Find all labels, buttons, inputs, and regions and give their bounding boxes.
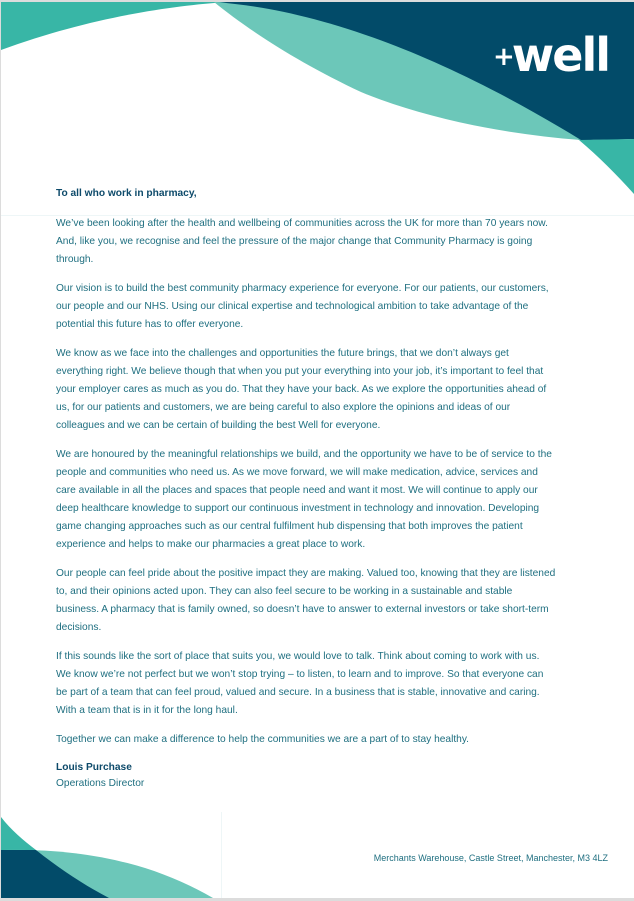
plus-icon: + — [493, 42, 513, 72]
paragraph: We are honoured by the meaningful relationships we build, and the opportunity we have to be of service to the people and communities who need us. As we move forward, we will make medication, advice, services and care available in all the places and spaces that people need and want it most. We will continue to apply our deep healthcare knowledge to support our continuous investment in technology and innovation. Developing game changing approaches such as our central fulfilment hub dispensing that both improves the patient experience and helps to make our pharmacies a great place to work. — [56, 449, 552, 550]
letter-body — [56, 185, 556, 792]
paragraph: Our people can feel pride about the positive impact they are making. Valued too, knowing that they are listened to, and their opinions acted upon. They can also feel secure to be working in a sustainable and stable business. A pharmacy that is family owned, so doesn’t have to answer to external investors or take short-term decisions. — [56, 568, 556, 633]
header-teal-wedge — [579, 139, 634, 194]
signature-title: Operations Director — [56, 778, 145, 789]
header-teal-arch — [1, 2, 226, 50]
signature-name: Louis Purchase — [56, 762, 132, 773]
footer-teal-triangle — [1, 817, 36, 850]
well-logo — [493, 28, 610, 82]
paragraph: We’ve been looking after the health and wellbeing of communities across the UK for more than 70 years now. And, like you, we recognise and feel the pressure of the major change that Community Pharmacy is going through. — [56, 218, 548, 265]
salutation: To all who work in pharmacy, — [56, 188, 197, 199]
footer-address: Merchants Warehouse, Castle Street, Manchester, M3 4LZ — [373, 853, 608, 863]
paragraph: If this sounds like the sort of place that suits you, we would love to talk. Think about coming to work with us. We know we’re not perfect but we won’t stop trying – to listen, to learn and to improve. So that everyone can be part of a team that can feel proud, valued and secure. In a business that is stable, innovative and caring. With a team that is in it for the long haul. — [56, 651, 544, 716]
letter-page — [1, 2, 634, 898]
paragraph: We know as we face into the challenges and opportunities the future brings, that we don’t always get everything right. We believe though that when you put your everything into your job, it’s important to feel that your employer cares as much as you do. That they have your back. As we explore the opportunities ahead of us, for our patients and customers, we are being careful to also explore the opinions and ideas of our colleagues and we can be certain of building the best Well for everyone. — [56, 348, 547, 431]
footer-divider — [221, 812, 222, 898]
paragraph: Together we can make a difference to help the communities we are a part of to stay healthy. — [56, 734, 470, 745]
logo-text: well — [511, 28, 610, 82]
paragraph: Our vision is to build the best community pharmacy experience for everyone. For our patients, our customers, our people and our NHS. Using our clinical expertise and technological ambition to take advantage of the potential this future has to offer everyone. — [56, 283, 549, 330]
